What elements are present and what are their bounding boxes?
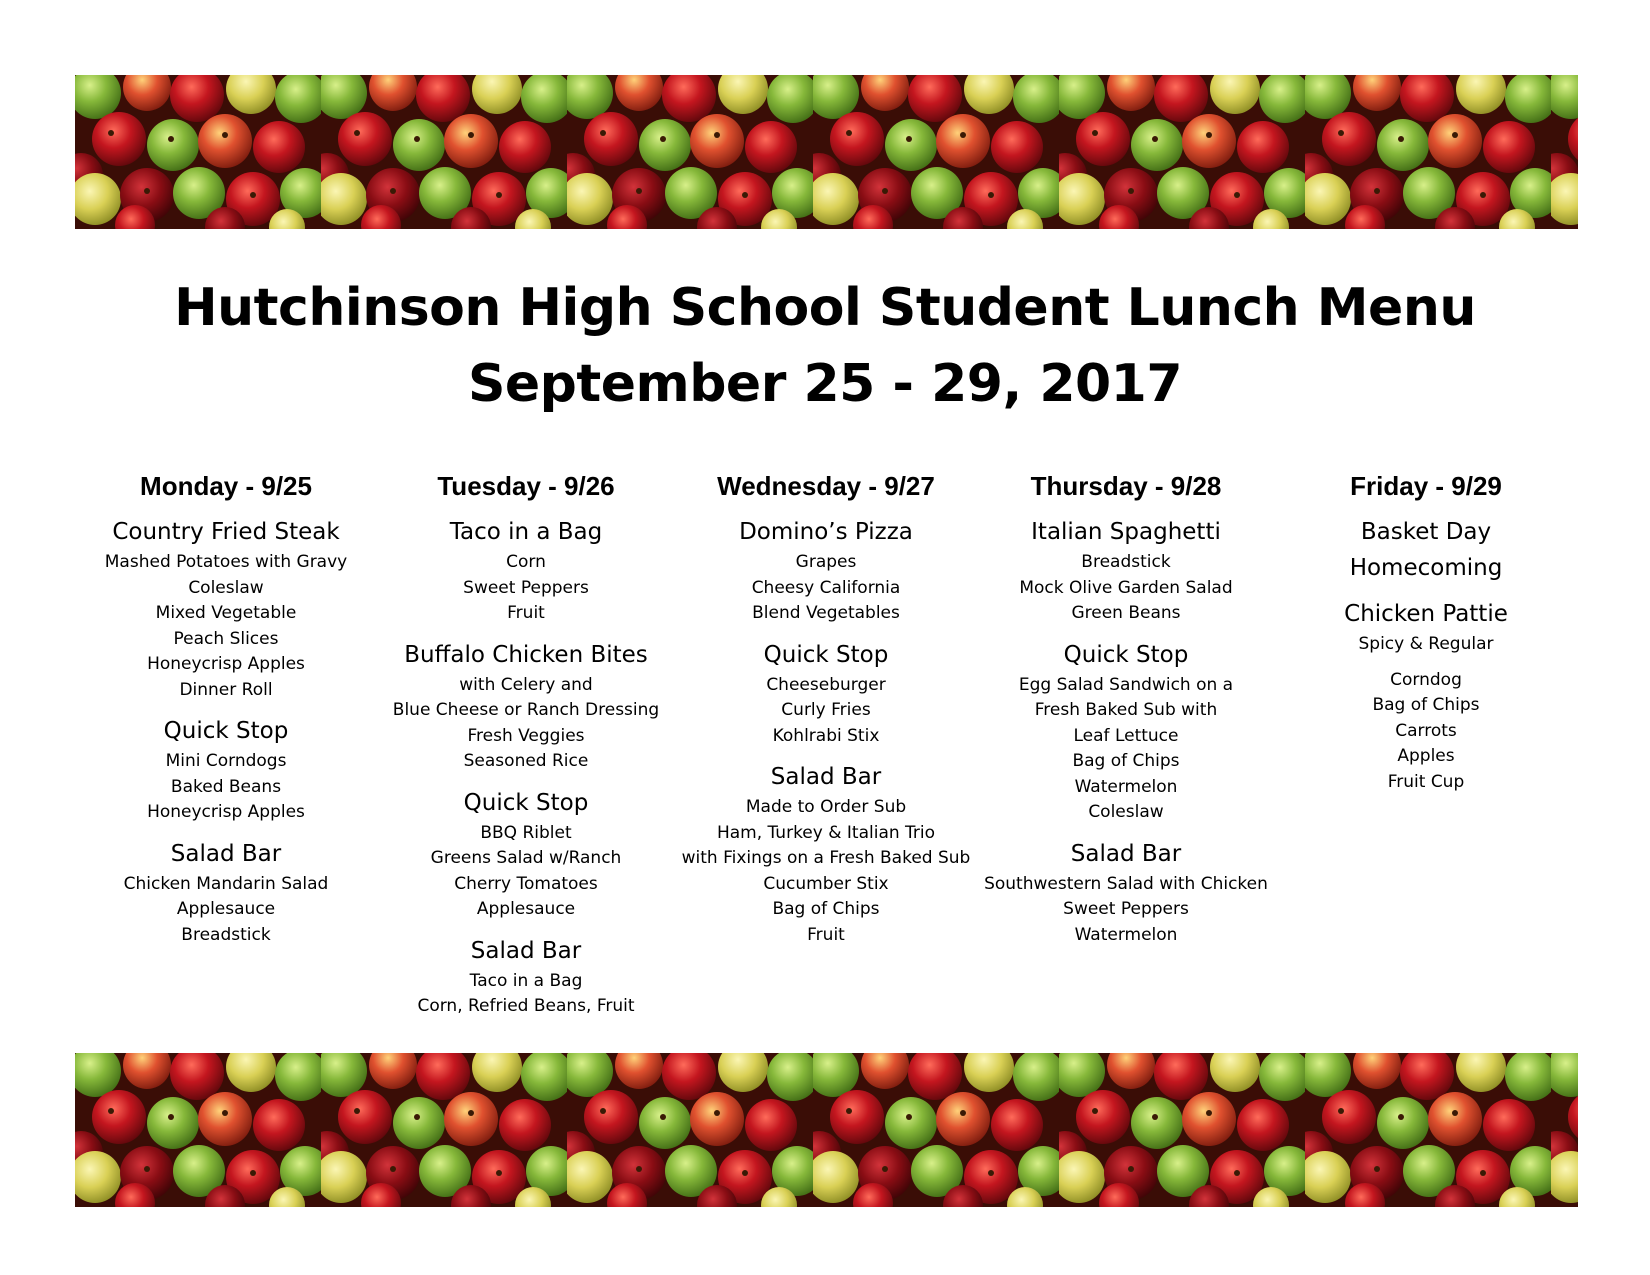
menu-section	[376, 514, 676, 627]
section-title: Salad Bar	[170, 840, 282, 867]
apple-banner-top	[75, 75, 1578, 229]
menu-item: Coleslaw	[188, 577, 264, 598]
menu-item: Watermelon	[1074, 776, 1178, 797]
menu-item: Corn, Refried Beans, Fruit	[417, 996, 635, 1016]
section-title: Quick Stop	[1063, 641, 1189, 668]
menu-item: BBQ Riblet	[480, 822, 572, 843]
menu-item: Breadstick	[1081, 552, 1171, 572]
section-title: Quick Stop	[163, 718, 289, 744]
menu-item: Southwestern Salad with Chicken	[984, 873, 1268, 894]
menu-item: Fruit Cup	[1387, 771, 1465, 792]
menu-section	[376, 785, 676, 923]
menu-item: Bag of Chips	[772, 899, 880, 919]
menu-item: Leaf Lettuce	[1073, 725, 1179, 746]
menu-item: Corn	[506, 552, 546, 572]
menu-item: Breadstick	[181, 924, 271, 945]
menu-item: Carrots	[1395, 720, 1457, 741]
menu-item: Apples	[1397, 746, 1455, 766]
menu-section	[376, 637, 676, 775]
menu-section	[76, 514, 376, 703]
section-title: Salad Bar	[770, 764, 882, 790]
menu-section	[976, 836, 1276, 949]
menu-item: Cheeseburger	[766, 674, 886, 695]
menu-item: Dinner Roll	[179, 679, 273, 700]
day-heading: Friday - 9/29	[1350, 471, 1502, 501]
date-range-title: September 25 - 29, 2017	[467, 354, 1183, 414]
menu-columns	[0, 468, 1650, 1038]
menu-item: Fruit	[807, 924, 845, 945]
menu-item: Fruit	[507, 603, 545, 623]
menu-section	[976, 514, 1276, 627]
menu-section	[376, 933, 676, 1020]
menu-item: Cucumber Stix	[763, 873, 889, 894]
menu-item: Made to Order Sub	[745, 797, 907, 817]
menu-item: with Celery and	[459, 674, 593, 695]
day-heading: Monday - 9/25	[140, 471, 312, 501]
menu-item: Ham, Turkey & Italian Trio	[716, 822, 936, 843]
menu-item: Fresh Baked Sub with	[1034, 700, 1218, 720]
entree-title: Chicken Pattie	[1344, 601, 1508, 627]
menu-item: Applesauce	[476, 899, 576, 919]
school-title: Hutchinson High School Student Lunch Menu	[174, 278, 1476, 338]
menu-item: Corndog	[1390, 669, 1462, 690]
menu-item: Blend Vegetables	[752, 603, 900, 623]
menu-item: Cherry Tomatoes	[454, 873, 598, 894]
menu-title	[0, 270, 1650, 422]
menu-item: Seasoned Rice	[463, 751, 589, 771]
menu-item: Egg Salad Sandwich on a	[1018, 674, 1234, 695]
menu-item: Bag of Chips	[1072, 751, 1180, 771]
menu-item: Sweet Peppers	[1063, 899, 1189, 919]
menu-item: Mashed Potatoes with Gravy	[104, 552, 348, 572]
section-title: Salad Bar	[470, 937, 582, 964]
menu-section	[1276, 596, 1576, 658]
apple-banner-bottom	[75, 1053, 1578, 1207]
day-column-monday	[76, 468, 376, 958]
menu-section	[76, 713, 376, 826]
menu-item: Cheesy California	[751, 577, 901, 598]
menu-item: Greens Salad w/Ranch	[430, 848, 622, 868]
menu-section	[676, 759, 976, 948]
entree-title: Taco in a Bag	[449, 519, 603, 545]
menu-section	[1276, 514, 1576, 586]
day-heading: Thursday - 9/28	[1030, 471, 1222, 501]
menu-item: Fresh Veggies	[467, 725, 585, 746]
menu-item: Mini Corndogs	[165, 751, 287, 771]
menu-item: Grapes	[795, 552, 857, 572]
menu-item: with Fixings on a Fresh Baked Sub	[681, 848, 971, 868]
section-title: Salad Bar	[1070, 840, 1182, 867]
entree-title: Buffalo Chicken Bites	[404, 641, 648, 668]
menu-item: Applesauce	[176, 899, 276, 919]
special-day-title: Homecoming	[1349, 555, 1503, 581]
menu-item: Honeycrisp Apples	[147, 654, 305, 674]
menu-item: Mock Olive Garden Salad	[1019, 577, 1233, 598]
menu-item: Bag of Chips	[1372, 695, 1480, 715]
menu-section	[676, 514, 976, 627]
section-title: Quick Stop	[463, 789, 589, 816]
menu-item: Honeycrisp Apples	[147, 802, 305, 822]
day-column-friday	[1276, 468, 1576, 805]
entree-title: Domino’s Pizza	[739, 519, 913, 545]
day-heading: Wednesday - 9/27	[717, 471, 935, 501]
day-heading: Tuesday - 9/26	[437, 471, 615, 501]
day-column-wednesday	[676, 468, 976, 958]
menu-section	[676, 637, 976, 750]
menu-item: Curly Fries	[781, 700, 871, 720]
entree-title: Italian Spaghetti	[1031, 519, 1221, 545]
menu-item: Coleslaw	[1088, 802, 1164, 822]
menu-section	[976, 637, 1276, 826]
special-day-title: Basket Day	[1360, 519, 1492, 545]
menu-item: Spicy & Regular	[1358, 634, 1494, 654]
menu-item: Mixed Vegetable	[155, 603, 297, 623]
day-column-tuesday	[376, 468, 676, 1030]
menu-item: Peach Slices	[173, 628, 279, 649]
menu-item: Baked Beans	[170, 776, 282, 797]
menu-item: Chicken Mandarin Salad	[123, 873, 329, 894]
menu-section	[76, 836, 376, 949]
day-column-thursday	[976, 468, 1276, 958]
menu-item: Blue Cheese or Ranch Dressing	[392, 700, 660, 720]
section-title: Quick Stop	[763, 641, 889, 668]
menu-item: Green Beans	[1071, 603, 1181, 623]
menu-item: Sweet Peppers	[463, 577, 589, 598]
menu-section	[1276, 668, 1576, 796]
menu-item: Watermelon	[1074, 924, 1178, 945]
menu-item: Taco in a Bag	[469, 970, 583, 991]
entree-title: Country Fried Steak	[112, 519, 340, 545]
menu-item: Kohlrabi Stix	[772, 725, 880, 746]
